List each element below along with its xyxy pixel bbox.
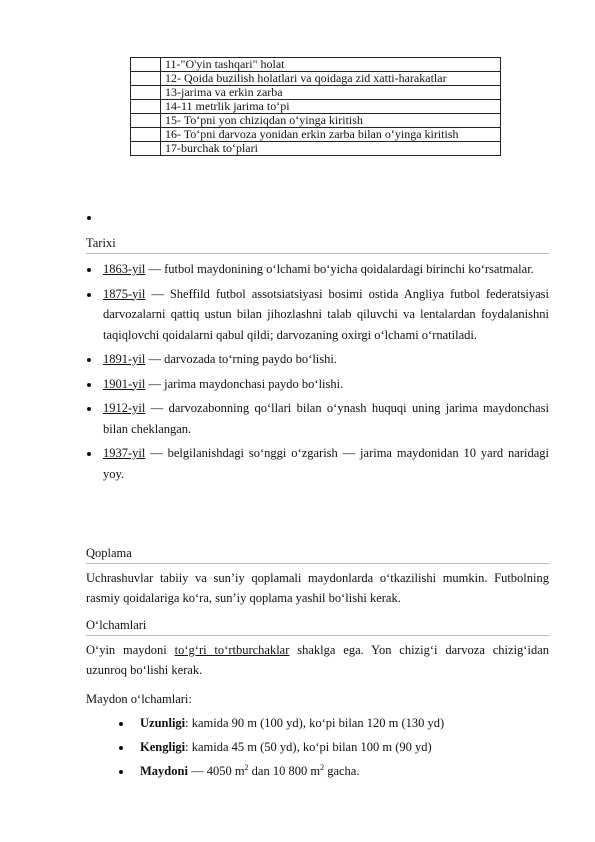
dimensions-list xyxy=(116,713,549,785)
table-cell: 17-burchak to‘plari xyxy=(161,142,501,156)
table-row xyxy=(131,86,501,100)
year-link[interactable]: 1937-yil xyxy=(103,446,146,460)
empty-bullet xyxy=(87,216,91,220)
table-cell: 16- To‘pni darvoza yonidan erkin zarba bilan o‘yinga kiritish xyxy=(161,128,501,142)
list-item: 1863-yil — futbol maydonining o‘lchami bo‘yicha qoidalardagi birinchi ko‘rsatmalar. xyxy=(86,259,549,280)
table-cell: 13-jarima va erkin zarba xyxy=(161,86,501,100)
list-item: Kengligi: kamida 45 m (50 yd), ko‘pi bilan 100 m (90 yd) xyxy=(116,737,549,757)
list-item: 1901-yil — jarima maydonchasi paydo bo‘lishi. xyxy=(86,374,549,395)
dimensions-intro: Maydon o‘lchamlari: xyxy=(86,692,192,706)
rectangle-link[interactable]: to‘g‘ri to‘rtburchaklar xyxy=(174,643,290,657)
table-row xyxy=(131,142,501,156)
year-link[interactable]: 1863-yil xyxy=(103,262,146,276)
table-cell: 15- To‘pni yon chiziqdan o‘yinga kiritish xyxy=(161,114,501,128)
history-list xyxy=(86,259,549,488)
length-label: Uzunligi xyxy=(140,716,186,730)
section-coverage-heading: Qoplama xyxy=(86,546,549,564)
width-label: Kengligi xyxy=(140,740,186,754)
area-label: Maydoni xyxy=(140,764,188,778)
year-link[interactable]: 1875-yil xyxy=(103,286,146,301)
coverage-paragraph: Uchrashuvlar tabiiy va sun’iy qoplamali maydonlarda o‘tkazilishi mumkin. Futbolning rasmiy qoidalariga ko‘ra, sun’iy qoplama yashil bo‘lishi kerak. xyxy=(86,571,549,605)
year-link[interactable]: 1901-yil xyxy=(103,376,146,391)
list-item: Maydoni — 4050 $m^2$ dan 10 800 $m^2$ gacha. xyxy=(116,761,549,781)
table-row xyxy=(131,128,501,142)
table-cell: 14-11 metrlik jarima to‘pi xyxy=(161,100,501,114)
list-item: 1875-yil — Sheffild futbol assotsiatsiyasi bosimi ostida Angliya futbol federatsiyasi darvozalarni qattiq ustun bilan jihozlashni talab qiluvchi va lentalardan foydalanishni taqiqlovchi qoidalarni qabul qildi; darvozaning oxirgi o‘lchami o‘rnatiladi. xyxy=(86,284,549,346)
table-row xyxy=(131,114,501,128)
list-item: 1912-yil — darvozabonning qo‘llari bilan o‘ynash huquqi uning jarima maydonchasi bilan cheklangan. xyxy=(86,398,549,439)
section-history-heading: Tarixi xyxy=(86,236,549,254)
table-cell: 11-"O'yin tashqari" holat xyxy=(161,58,501,72)
dimensions-paragraph: O‘yin maydoni to‘g‘ri to‘rtburchaklar shaklga ega. Yon chizig‘i darvoza chizig‘idan uzunroq bo‘lishi kerak. xyxy=(86,643,549,677)
list-item: 1891-yil — darvozada to‘rning paydo bo‘lishi. xyxy=(86,349,549,370)
year-link[interactable]: 1891-yil xyxy=(103,352,146,366)
list-item: 1937-yil — belgilanishdagi so‘nggi o‘zgarish — jarima maydonidan 10 yard naridagi yoy. xyxy=(86,443,549,484)
table-row xyxy=(131,100,501,114)
section-dimensions-heading: O‘lchamlari xyxy=(86,618,549,636)
year-link[interactable]: 1912-yil xyxy=(103,401,146,415)
table-row xyxy=(131,58,501,72)
list-item: Uzunligi: kamida 90 m (100 yd), ko‘pi bilan 120 m (130 yd) xyxy=(116,713,549,733)
rules-table xyxy=(130,57,501,156)
table-row xyxy=(131,72,501,86)
table-cell: 12- Qoida buzilish holatlari va qoidaga zid xatti-harakatlar xyxy=(161,72,501,86)
